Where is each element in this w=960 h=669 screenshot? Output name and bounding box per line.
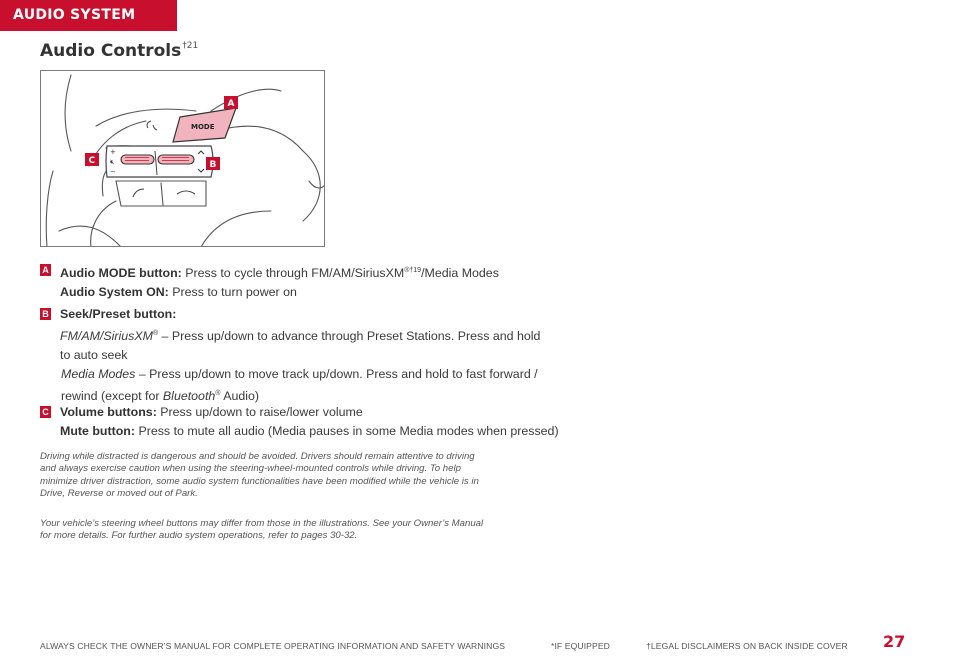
end-call-icon <box>177 191 195 194</box>
call-icon <box>133 189 144 197</box>
section-label: AUDIO SYSTEM <box>13 7 136 23</box>
item-b-line-5: rewind (except for Bluetooth® Audio) <box>61 389 260 403</box>
wheel-rim-bottom-inner <box>91 201 116 247</box>
wheel-rim-edge <box>309 181 325 188</box>
callout-b-letter: B <box>209 160 217 170</box>
item-b-line-2: FM/AM/SiriusXM® – Press up/down to advance through Preset Stations. Press and hold <box>60 329 541 343</box>
safety-disclaimer <box>40 451 500 500</box>
title-note: †21 <box>182 41 199 51</box>
mode-button-label: MODE <box>191 123 215 131</box>
illustration-disclaimer <box>40 518 500 543</box>
disclaimer-line: Your vehicle’s steering wheel buttons may differ from those in the illustrations. See your Owner’s Manual <box>40 518 484 529</box>
volume-up-icon: + <box>110 148 116 156</box>
wheel-rim-right <box>216 126 303 151</box>
page-number: 27 <box>883 632 906 651</box>
wheel-rim-top-right <box>211 89 281 111</box>
section-tab <box>0 0 177 31</box>
page-title <box>40 41 198 61</box>
item-b-line-4: Media Modes – Press up/down to move track up/down. Press and hold to fast forward / <box>61 367 538 381</box>
item-c <box>40 403 570 441</box>
item-c-line-1: Volume buttons: Press up/down to raise/lower volume <box>60 405 363 419</box>
wheel-rim-inner-left <box>65 75 71 151</box>
item-b-line-1: Seek/Preset button: <box>60 307 177 321</box>
disclaimer-line: and always exercise caution when using the steering-wheel-mounted controls while driving. To help <box>40 463 461 475</box>
badge-a: A <box>40 264 51 276</box>
footer-if-equipped: *IF EQUIPPED <box>551 641 610 651</box>
wheel-rim-bottom-right <box>201 211 271 247</box>
disclaimer-line: for more details. For further audio system operations, refer to pages 30-32. <box>40 530 358 542</box>
item-a-line-2: Audio System ON: Press to turn power on <box>60 285 297 299</box>
item-b <box>40 305 570 406</box>
callout-c-letter: C <box>88 156 96 166</box>
badge-b: B <box>40 308 51 320</box>
item-a <box>40 261 570 302</box>
mute-icon: 🔇︎ <box>110 158 115 166</box>
callout-a-letter: A <box>227 99 235 109</box>
footer-warning: ALWAYS CHECK THE OWNER’S MANUAL FOR COMPLETE OPERATING INFORMATION AND SAFETY WARNINGS <box>40 641 506 651</box>
badge-c: C <box>40 406 51 418</box>
disclaimer-line: Driving while distracted is dangerous and should be avoided. Drivers should remain attentive to driving <box>40 451 475 462</box>
steering-wheel-drawing <box>41 71 325 247</box>
panel-divider <box>161 183 163 205</box>
wheel-rim-far-left <box>46 171 53 247</box>
disclaimer-line: Drive, Reverse or moved out of Park. <box>40 487 198 499</box>
steering-wheel-illustration <box>40 70 325 247</box>
item-b-line-3: to auto seek <box>60 348 128 362</box>
seek-rocker <box>158 155 194 164</box>
voice-recognition-icon <box>147 121 157 130</box>
item-a-line-1: Audio MODE button: Press to cycle through FM/AM/SiriusXM$^{®\dagger 19}$/Media Modes <box>60 266 499 280</box>
volume-down-icon: − <box>110 168 116 176</box>
wheel-rim-bottom <box>59 226 121 247</box>
page-title-text: Audio Controls <box>40 41 182 61</box>
footer-legal: †LEGAL DISCLAIMERS ON BACK INSIDE COVER <box>646 641 848 651</box>
disclaimer-line: minimize driver distraction, some audio system functionalities have been modified while the vehicle is in <box>40 475 479 487</box>
volume-rocker <box>121 155 154 164</box>
wheel-rim-right-outer <box>303 151 320 221</box>
item-c-line-2: Mute button: Press to mute all audio (Media pauses in some Media modes when pressed) <box>60 424 559 438</box>
